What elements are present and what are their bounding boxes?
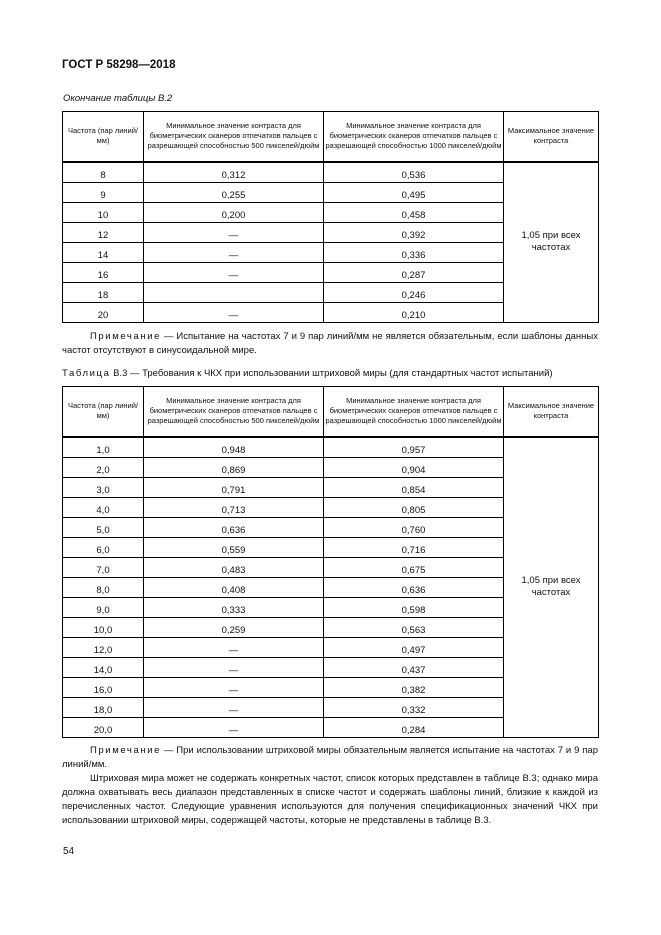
table-b2 bbox=[62, 111, 599, 323]
cell-min-500: 0,255 bbox=[144, 182, 324, 202]
cell-min-500: — bbox=[144, 697, 324, 717]
note-2 bbox=[62, 744, 598, 772]
body-paragraph bbox=[62, 772, 598, 828]
cell-min-500: — bbox=[144, 717, 324, 737]
cell-min-1000: 0,287 bbox=[324, 262, 504, 282]
cell-min-500 bbox=[144, 282, 324, 302]
cell-frequency: 20 bbox=[63, 302, 144, 322]
cell-min-1000: 0,437 bbox=[324, 657, 504, 677]
cell-frequency: 2,0 bbox=[63, 457, 144, 477]
cell-frequency: 9,0 bbox=[63, 597, 144, 617]
cell-min-500: 0,791 bbox=[144, 477, 324, 497]
note-1-label: Примечание bbox=[90, 331, 161, 342]
cell-min-500: 0,713 bbox=[144, 497, 324, 517]
cell-min-1000: 0,246 bbox=[324, 282, 504, 302]
table-b2-caption: Окончание таблицы В.2 bbox=[63, 93, 173, 104]
cell-min-1000: 0,760 bbox=[324, 517, 504, 537]
cell-min-1000: 0,805 bbox=[324, 497, 504, 517]
cell-min-500: — bbox=[144, 657, 324, 677]
table-b3-label: Таблица bbox=[62, 368, 111, 379]
cell-min-1000: 0,495 bbox=[324, 182, 504, 202]
cell-frequency: 8,0 bbox=[63, 577, 144, 597]
cell-min-1000: 0,210 bbox=[324, 302, 504, 322]
cell-frequency: 8 bbox=[63, 162, 144, 183]
cell-frequency: 4,0 bbox=[63, 497, 144, 517]
column-header-max: Максимальное значение контраста bbox=[504, 112, 599, 162]
cell-min-500: — bbox=[144, 222, 324, 242]
cell-min-1000: 0,957 bbox=[324, 437, 504, 458]
cell-frequency: 14 bbox=[63, 242, 144, 262]
cell-frequency: 16,0 bbox=[63, 677, 144, 697]
note-2-text: — При использовании штриховой миры обязательным является испытание на частотах 7 и 9 пар линий/мм. bbox=[62, 745, 598, 770]
cell-frequency: 12,0 bbox=[63, 637, 144, 657]
cell-frequency: 18 bbox=[63, 282, 144, 302]
table-row bbox=[63, 162, 599, 183]
table-b3-caption bbox=[62, 368, 553, 379]
table-b3 bbox=[62, 386, 599, 738]
cell-min-1000: 0,636 bbox=[324, 577, 504, 597]
cell-max-contrast bbox=[504, 162, 599, 323]
column-header-min-500: Минимальное значение контраста для биометрических сканеров отпечатков пальцев с разрешающей способностью 500 пикселей/дюйм bbox=[144, 387, 324, 437]
cell-min-1000: 0,563 bbox=[324, 617, 504, 637]
page-number: 54 bbox=[63, 846, 75, 857]
cell-min-1000: 0,336 bbox=[324, 242, 504, 262]
cell-frequency: 10 bbox=[63, 202, 144, 222]
cell-min-1000: 0,854 bbox=[324, 477, 504, 497]
table-b3-caption-text: В.3 — Требования к ЧКХ при использовании штриховой миры (для стандартных частот испытаний) bbox=[110, 368, 553, 379]
document-header: ГОСТ Р 58298—2018 bbox=[62, 59, 176, 71]
cell-min-500: — bbox=[144, 242, 324, 262]
cell-min-1000: 0,598 bbox=[324, 597, 504, 617]
column-header-max: Максимальное значение контраста bbox=[504, 387, 599, 437]
cell-min-1000: 0,497 bbox=[324, 637, 504, 657]
cell-frequency: 5,0 bbox=[63, 517, 144, 537]
column-header-min-1000: Минимальное значение контраста для биометрических сканеров отпечатков пальцев с разрешающей способностью 1000 пикселей/дюйм bbox=[324, 112, 504, 162]
cell-frequency: 20,0 bbox=[63, 717, 144, 737]
column-header-min-1000: Минимальное значение контраста для биометрических сканеров отпечатков пальцев с разрешающей способностью 1000 пикселей/дюйм bbox=[324, 387, 504, 437]
note-2-label: Примечание bbox=[90, 745, 161, 756]
cell-frequency: 18,0 bbox=[63, 697, 144, 717]
cell-frequency: 14,0 bbox=[63, 657, 144, 677]
cell-min-1000: 0,284 bbox=[324, 717, 504, 737]
cell-min-1000: 0,458 bbox=[324, 202, 504, 222]
table-row bbox=[63, 437, 599, 458]
body-paragraph-text: Штриховая мира может не содержать конкретных частот, список которых представлен в таблице В.3; однако мира должна охватывать весь диапазон представленных в списке частот и содержать шаблоны линий, близкие к каждой из перечисленных частот. Следующие уравнения используются для получения спецификационных значений ЧКХ при использовании штриховой миры, содержащей частоты, которые не представлены в таблице В.3. bbox=[62, 773, 598, 826]
cell-min-500: 0,333 bbox=[144, 597, 324, 617]
cell-min-500: 0,200 bbox=[144, 202, 324, 222]
cell-frequency: 9 bbox=[63, 182, 144, 202]
cell-min-500: 0,408 bbox=[144, 577, 324, 597]
cell-frequency: 10,0 bbox=[63, 617, 144, 637]
cell-min-500: — bbox=[144, 637, 324, 657]
cell-min-1000: 0,392 bbox=[324, 222, 504, 242]
column-header-frequency: Частота (пар линий/мм) bbox=[63, 387, 144, 437]
cell-frequency: 16 bbox=[63, 262, 144, 282]
cell-min-500: 0,559 bbox=[144, 537, 324, 557]
max-contrast-value: 1,05 при всех частотах bbox=[521, 574, 581, 598]
cell-min-500: 0,312 bbox=[144, 162, 324, 183]
cell-min-500: — bbox=[144, 262, 324, 282]
cell-frequency: 1,0 bbox=[63, 437, 144, 458]
cell-min-1000: 0,382 bbox=[324, 677, 504, 697]
cell-min-500: — bbox=[144, 677, 324, 697]
cell-min-500: 0,259 bbox=[144, 617, 324, 637]
cell-min-1000: 0,904 bbox=[324, 457, 504, 477]
cell-min-500: 0,636 bbox=[144, 517, 324, 537]
cell-min-1000: 0,536 bbox=[324, 162, 504, 183]
cell-frequency: 12 bbox=[63, 222, 144, 242]
note-1 bbox=[62, 330, 598, 358]
column-header-frequency: Частота (пар линий/мм) bbox=[63, 112, 144, 162]
cell-min-500: 0,483 bbox=[144, 557, 324, 577]
cell-min-500: 0,869 bbox=[144, 457, 324, 477]
cell-frequency: 7,0 bbox=[63, 557, 144, 577]
note-1-text: — Испытание на частотах 7 и 9 пар линий/мм не является обязательным, если шаблоны данных частот отсутствуют в синусоидальной мире. bbox=[62, 331, 598, 356]
column-header-min-500: Минимальное значение контраста для биометрических сканеров отпечатков пальцев с разрешающей способностью 500 пикселей/дюйм bbox=[144, 112, 324, 162]
max-contrast-value: 1,05 при всех частотах bbox=[521, 229, 581, 253]
cell-min-1000: 0,675 bbox=[324, 557, 504, 577]
cell-frequency: 6,0 bbox=[63, 537, 144, 557]
cell-min-1000: 0,332 bbox=[324, 697, 504, 717]
cell-max-contrast bbox=[504, 437, 599, 738]
cell-min-500: 0,948 bbox=[144, 437, 324, 458]
cell-min-500: — bbox=[144, 302, 324, 322]
cell-min-1000: 0,716 bbox=[324, 537, 504, 557]
cell-frequency: 3,0 bbox=[63, 477, 144, 497]
